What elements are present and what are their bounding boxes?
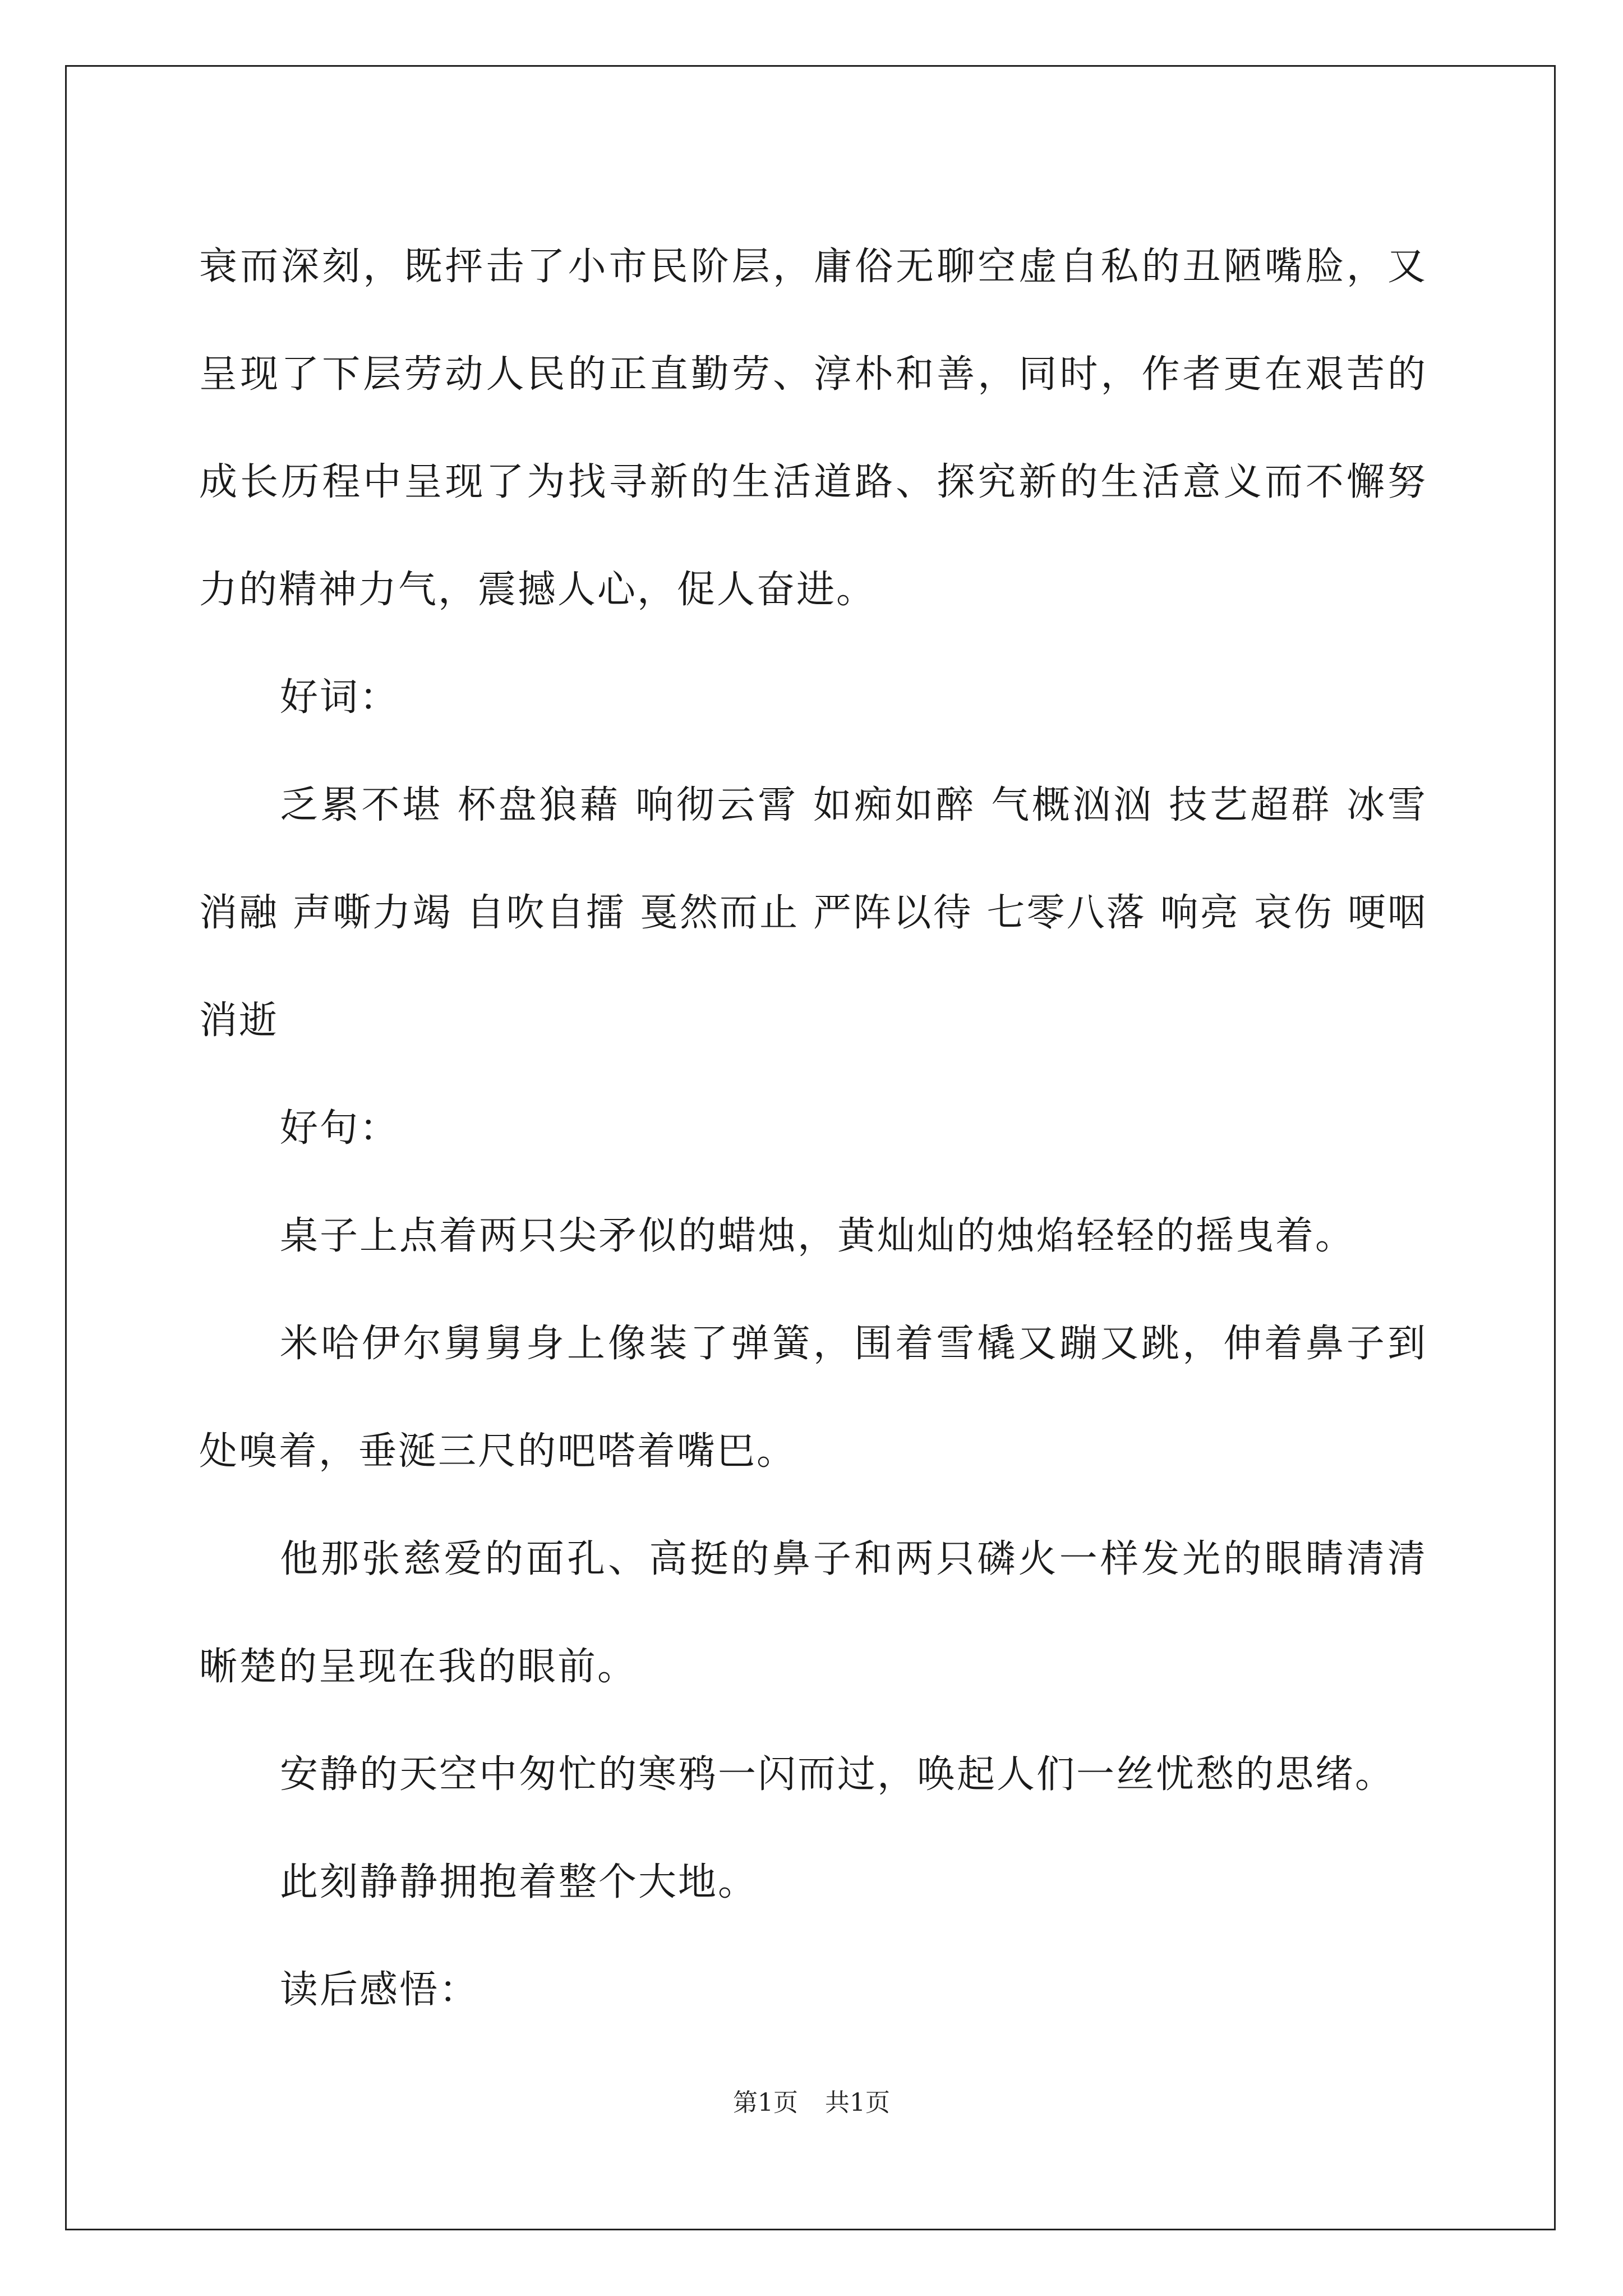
heading-good-words: 好词： [280,675,400,720]
paragraph-sentence-uncle: 米哈伊尔舅舅身上像装了弹簧，围着雪橇又蹦又跳，伸着鼻子到处嗅着，垂涎三尺的吧嗒着嘴巴。 [199,1322,1427,1474]
heading-reflection: 读后感悟： [280,1968,479,2012]
page-footer [0,2082,1623,2118]
paragraph-sentence-earth: 此刻静静拥抱着整个大地。 [280,1860,758,1904]
paragraph-sentence-face: 他那张慈爱的面孔、高挺的鼻子和两只磷火一样发光的眼睛清清晰楚的呈现在我的眼前。 [199,1537,1427,1689]
paragraph-sentence-sky: 安静的天空中匆忙的寒鸦一闪而过，唤起人们一丝忧愁的思绪。 [280,1752,1395,1797]
document-body [199,213,1427,2044]
page-number: 第1页 [733,2088,798,2117]
paragraph-good-words: 乏累不堪 杯盘狼藉 响彻云霄 如痴如醉 气概汹汹 技艺超群 冰雪消融 声嘶力竭 自吹自擂 戛然而止 严阵以待 七零八落 响亮 哀伤 哽咽 消逝 [199,783,1427,1043]
heading-good-sentences: 好句： [280,1106,400,1151]
paragraph-sentence-candles: 桌子上点着两只尖矛似的蜡烛，黄灿灿的烛焰轻轻的摇曳着。 [280,1214,1355,1258]
paragraph-intro: 衰而深刻，既抨击了小市民阶层，庸俗无聊空虚自私的丑陋嘴脸，又呈现了下层劳动人民的正直勤劳、淳朴和善，同时，作者更在艰苦的成长历程中呈现了为找寻新的生活道路、探究新的生活意义而不懈努力的精神力气，震撼人心，促人奋进。 [199,245,1427,612]
page-total: 共1页 [825,2088,890,2117]
